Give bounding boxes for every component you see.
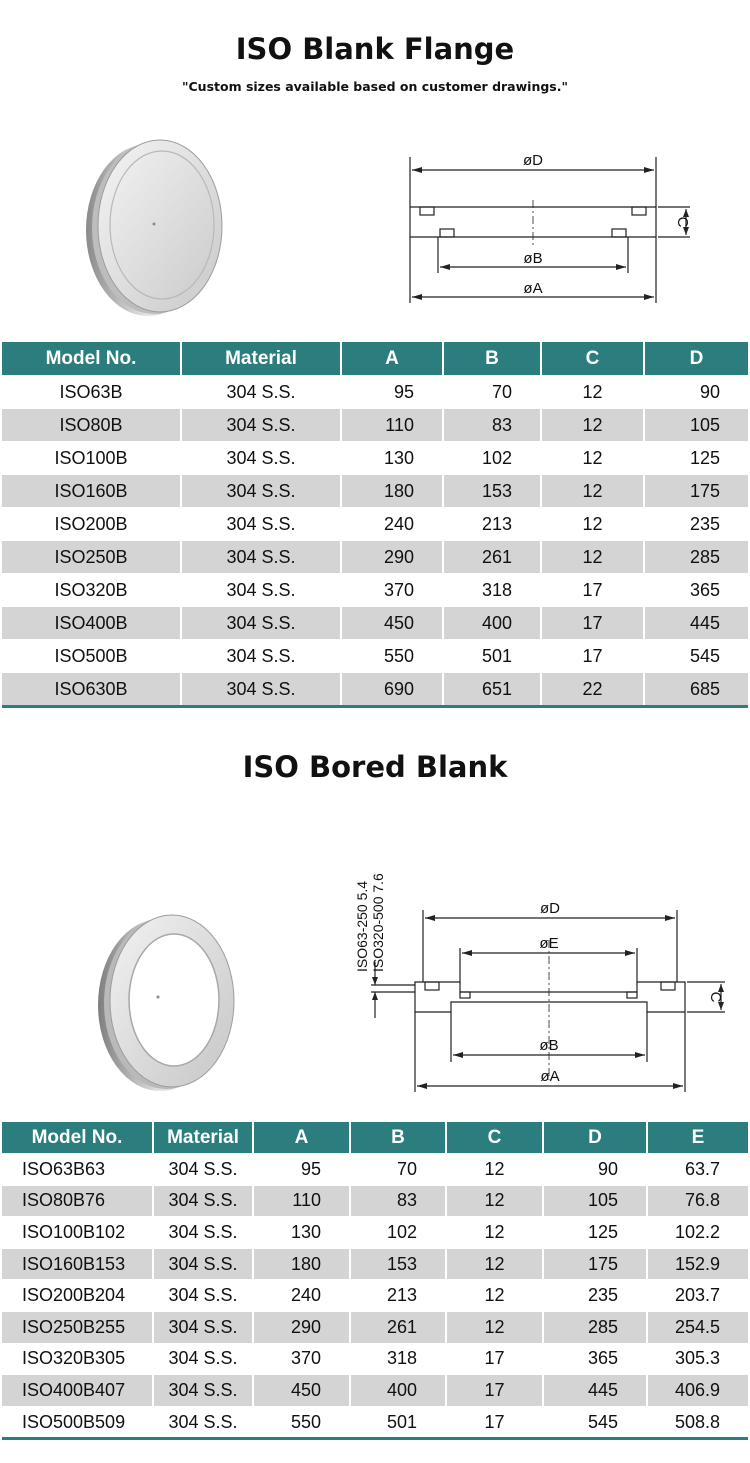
- table-row: [2, 1153, 748, 1185]
- cell-c: 12: [445, 1153, 542, 1185]
- cell-a: 95: [252, 1153, 349, 1185]
- cell-model: ISO80B: [2, 408, 180, 441]
- cell-e: 63.7: [646, 1153, 748, 1185]
- cell-b: 153: [349, 1248, 445, 1280]
- cell-material: 304 S.S.: [152, 1216, 252, 1248]
- cell-a: 130: [252, 1216, 349, 1248]
- cell-d: 175: [542, 1248, 646, 1280]
- cell-b: 213: [442, 507, 540, 540]
- bored-blank-table: [2, 1122, 748, 1440]
- cell-e: 254.5: [646, 1311, 748, 1343]
- cell-b: 213: [349, 1279, 445, 1311]
- cell-a: 180: [252, 1248, 349, 1280]
- bored-blank-drawing: [345, 840, 735, 1100]
- table-row: [2, 474, 748, 507]
- header-material: Material: [180, 342, 340, 375]
- cell-d: 235: [542, 1279, 646, 1311]
- cell-c: 12: [445, 1185, 542, 1217]
- cell-d: 365: [542, 1343, 646, 1375]
- cell-c: 22: [540, 672, 643, 705]
- table-row: [2, 573, 748, 606]
- cell-model: ISO320B305: [2, 1343, 152, 1375]
- cell-b: 70: [442, 375, 540, 408]
- table-row: [2, 639, 748, 672]
- cell-a: 370: [252, 1343, 349, 1375]
- cell-c: 12: [445, 1248, 542, 1280]
- header-b: B: [349, 1122, 445, 1153]
- cell-model: ISO80B76: [2, 1185, 152, 1217]
- cell-b: 70: [349, 1153, 445, 1185]
- cell-material: 304 S.S.: [152, 1279, 252, 1311]
- table-row: [2, 441, 748, 474]
- cell-c: 17: [540, 639, 643, 672]
- cell-a: 290: [340, 540, 442, 573]
- table-row: [2, 606, 748, 639]
- cell-material: 304 S.S.: [180, 474, 340, 507]
- cell-c: 17: [540, 573, 643, 606]
- cell-d: 105: [542, 1185, 646, 1217]
- table-row: [2, 375, 748, 408]
- cell-material: 304 S.S.: [180, 672, 340, 705]
- cell-d: 90: [542, 1153, 646, 1185]
- table-row: [2, 1248, 748, 1280]
- blank-flange-image: [80, 130, 240, 320]
- table-row: [2, 1216, 748, 1248]
- cell-model: ISO63B63: [2, 1153, 152, 1185]
- blank-flange-drawing: [400, 145, 700, 310]
- dim-label-a: øA: [540, 1068, 560, 1085]
- cell-b: 153: [442, 474, 540, 507]
- cell-a: 290: [252, 1311, 349, 1343]
- cell-b: 501: [442, 639, 540, 672]
- cell-d: 125: [542, 1216, 646, 1248]
- cell-model: ISO250B255: [2, 1311, 152, 1343]
- cell-d: 365: [643, 573, 748, 606]
- cell-d: 105: [643, 408, 748, 441]
- cell-model: ISO320B: [2, 573, 180, 606]
- header-e: E: [646, 1122, 748, 1153]
- cell-material: 304 S.S.: [180, 441, 340, 474]
- cell-d: 125: [643, 441, 748, 474]
- cell-a: 450: [252, 1374, 349, 1406]
- cell-b: 318: [442, 573, 540, 606]
- cell-b: 400: [349, 1374, 445, 1406]
- cell-model: ISO160B153: [2, 1248, 152, 1280]
- dim-label-d: øD: [523, 152, 543, 169]
- cell-material: 304 S.S.: [180, 639, 340, 672]
- cell-model: ISO200B: [2, 507, 180, 540]
- cell-c: 12: [445, 1311, 542, 1343]
- cell-c: 17: [445, 1343, 542, 1375]
- cell-material: 304 S.S.: [152, 1185, 252, 1217]
- cell-c: 12: [540, 375, 643, 408]
- header-c: C: [540, 342, 643, 375]
- cell-e: 152.9: [646, 1248, 748, 1280]
- section1-title: ISO Blank Flange: [235, 32, 515, 66]
- table-header-row: [2, 1122, 748, 1153]
- cell-c: 12: [540, 474, 643, 507]
- cell-e: 508.8: [646, 1406, 748, 1438]
- cell-a: 130: [340, 441, 442, 474]
- cell-d: 175: [643, 474, 748, 507]
- header-d: D: [542, 1122, 646, 1153]
- cell-material: 304 S.S.: [180, 507, 340, 540]
- cell-d: 445: [542, 1374, 646, 1406]
- header-c: C: [445, 1122, 542, 1153]
- cell-e: 102.2: [646, 1216, 748, 1248]
- cell-b: 501: [349, 1406, 445, 1438]
- cell-material: 304 S.S.: [152, 1406, 252, 1438]
- cell-e: 76.8: [646, 1185, 748, 1217]
- cell-c: 12: [540, 408, 643, 441]
- cell-a: 370: [340, 573, 442, 606]
- table-row: [2, 672, 748, 705]
- cell-material: 304 S.S.: [180, 606, 340, 639]
- table-header-row: [2, 342, 748, 375]
- cell-d: 545: [542, 1406, 646, 1438]
- cell-c: 17: [540, 606, 643, 639]
- cell-b: 261: [442, 540, 540, 573]
- table-row: [2, 1185, 748, 1217]
- cell-material: 304 S.S.: [180, 408, 340, 441]
- cell-model: ISO100B102: [2, 1216, 152, 1248]
- cell-material: 304 S.S.: [180, 540, 340, 573]
- cell-b: 83: [349, 1185, 445, 1217]
- header-material: Material: [152, 1122, 252, 1153]
- cell-model: ISO250B: [2, 540, 180, 573]
- cell-model: ISO400B407: [2, 1374, 152, 1406]
- cell-model: ISO63B: [2, 375, 180, 408]
- thickness-note-line1: ISO63-250 5.4: [354, 880, 370, 972]
- cell-c: 17: [445, 1374, 542, 1406]
- cell-a: 450: [340, 606, 442, 639]
- thickness-note-line2: ISO320-500 7.6: [370, 873, 386, 972]
- header-a: A: [340, 342, 442, 375]
- cell-a: 180: [340, 474, 442, 507]
- cell-a: 110: [252, 1185, 349, 1217]
- cell-b: 318: [349, 1343, 445, 1375]
- table-row: [2, 408, 748, 441]
- cell-b: 102: [442, 441, 540, 474]
- cell-d: 235: [643, 507, 748, 540]
- cell-model: ISO160B: [2, 474, 180, 507]
- bored-blank-image: [90, 905, 250, 1095]
- cell-c: 12: [540, 540, 643, 573]
- cell-material: 304 S.S.: [152, 1374, 252, 1406]
- cell-a: 95: [340, 375, 442, 408]
- table-row: [2, 1343, 748, 1375]
- cell-c: 12: [445, 1216, 542, 1248]
- cell-d: 445: [643, 606, 748, 639]
- cell-b: 102: [349, 1216, 445, 1248]
- header-model-no: Model No.: [2, 1122, 152, 1153]
- cell-material: 304 S.S.: [180, 573, 340, 606]
- cell-e: 203.7: [646, 1279, 748, 1311]
- cell-material: 304 S.S.: [152, 1311, 252, 1343]
- table-row: [2, 507, 748, 540]
- section1-subtitle: "Custom sizes available based on customer drawings.": [181, 79, 569, 94]
- header-b: B: [442, 342, 540, 375]
- cell-e: 406.9: [646, 1374, 748, 1406]
- section2-title: ISO Bored Blank: [242, 750, 508, 784]
- cell-e: 305.3: [646, 1343, 748, 1375]
- cell-a: 110: [340, 408, 442, 441]
- cell-b: 651: [442, 672, 540, 705]
- table-row: [2, 540, 748, 573]
- cell-a: 240: [252, 1279, 349, 1311]
- blank-flange-table: [2, 342, 748, 708]
- header-model-no: Model No.: [2, 342, 180, 375]
- cell-b: 83: [442, 408, 540, 441]
- dim-label-e: øE: [539, 935, 559, 952]
- header-d: D: [643, 342, 748, 375]
- dim-label-b: øB: [539, 1037, 559, 1054]
- cell-d: 285: [643, 540, 748, 573]
- cell-model: ISO500B: [2, 639, 180, 672]
- cell-b: 400: [442, 606, 540, 639]
- cell-model: ISO200B204: [2, 1279, 152, 1311]
- cell-a: 550: [340, 639, 442, 672]
- header-a: A: [252, 1122, 349, 1153]
- table-row: [2, 1406, 748, 1438]
- cell-d: 545: [643, 639, 748, 672]
- cell-c: 12: [445, 1279, 542, 1311]
- cell-a: 690: [340, 672, 442, 705]
- cell-d: 285: [542, 1311, 646, 1343]
- dim-label-b: øB: [523, 250, 543, 267]
- table-row: [2, 1311, 748, 1343]
- cell-material: 304 S.S.: [152, 1343, 252, 1375]
- dim-label-c: C: [674, 216, 691, 228]
- cell-model: ISO630B: [2, 672, 180, 705]
- cell-d: 685: [643, 672, 748, 705]
- table-row: [2, 1374, 748, 1406]
- cell-b: 261: [349, 1311, 445, 1343]
- dim-label-c: C: [707, 991, 724, 1003]
- cell-a: 550: [252, 1406, 349, 1438]
- cell-d: 90: [643, 375, 748, 408]
- cell-material: 304 S.S.: [152, 1153, 252, 1185]
- cell-c: 12: [540, 441, 643, 474]
- cell-a: 240: [340, 507, 442, 540]
- cell-model: ISO500B509: [2, 1406, 152, 1438]
- cell-material: 304 S.S.: [180, 375, 340, 408]
- cell-model: ISO400B: [2, 606, 180, 639]
- cell-model: ISO100B: [2, 441, 180, 474]
- cell-c: 17: [445, 1406, 542, 1438]
- dim-label-a: øA: [523, 280, 543, 297]
- table-row: [2, 1279, 748, 1311]
- cell-material: 304 S.S.: [152, 1248, 252, 1280]
- dim-label-d: øD: [540, 900, 560, 917]
- cell-c: 12: [540, 507, 643, 540]
